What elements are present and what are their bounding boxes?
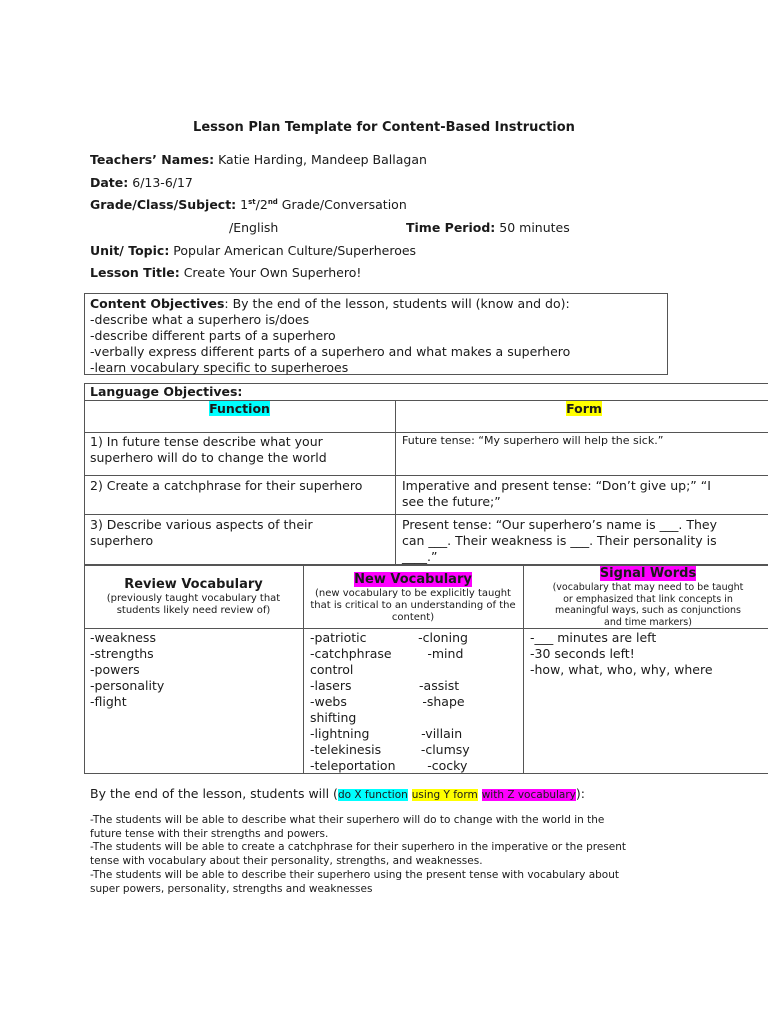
function-text: 1) In future tense describe what your — [90, 434, 323, 449]
content-objective-item: -verbally express different parts of a superhero and what makes a superhero — [90, 344, 571, 359]
lesson-title-line — [90, 265, 361, 280]
summary-lead-line — [90, 786, 585, 801]
summary-lead: By the end of the lesson, students will ( — [90, 786, 338, 801]
time-period-value: 50 minutes — [495, 220, 570, 235]
list-item: -teleportation -cocky — [310, 758, 468, 773]
function-cell — [90, 434, 390, 466]
summary-with-z: with Z vocabulary — [481, 789, 576, 801]
list-item: control — [310, 662, 354, 677]
signal-words-desc: meaningful ways, such as conjunctions — [555, 605, 741, 616]
form-text: Imperative and present tense: “Don’t give up;” “I — [402, 478, 711, 493]
table-divider — [84, 475, 768, 476]
unit-line — [90, 243, 416, 258]
list-item: -how, what, who, why, where — [530, 662, 713, 677]
form-text: Future tense: “My superhero will help the sick.” — [402, 434, 664, 447]
form-text: see the future;” — [402, 494, 501, 509]
review-vocabulary-header — [84, 577, 303, 617]
date-value: 6/13-6/17 — [128, 175, 193, 190]
list-item: -patriotic -cloning — [310, 630, 468, 645]
signal-words-title: Signal Words — [599, 566, 697, 581]
unit-value: Popular American Culture/Superheroes — [169, 243, 417, 258]
summary-do-x: do X function — [337, 789, 408, 801]
review-vocabulary-list — [90, 630, 300, 710]
grade-line — [90, 197, 407, 212]
new-vocabulary-title: New Vocabulary — [354, 572, 472, 587]
function-cell — [90, 517, 390, 549]
list-item: -catchphrase -mind — [310, 646, 464, 661]
summary-using-y: using Y form — [411, 789, 478, 801]
review-vocabulary-desc: (previously taught vocabulary that — [106, 593, 281, 604]
form-cell — [402, 433, 767, 449]
new-vocabulary-header — [303, 571, 523, 624]
lesson-title-label: Lesson Title: — [90, 265, 180, 280]
grade-label: Grade/Class/Subject: — [90, 197, 237, 212]
content-objectives-label: Content Objectives — [90, 296, 225, 311]
summary-line: -The students will be able to describe what their superhero will do to change with the world in the — [90, 814, 605, 826]
language-objectives-label-text: Language Objectives: — [90, 384, 243, 399]
signal-words-desc: or emphasized that link concepts in — [563, 593, 733, 605]
summary-line: future tense with their strengths and powers. — [90, 827, 329, 840]
grade-value-part-3: Grade/Conversation — [277, 197, 407, 212]
document-title: Lesson Plan Template for Content-Based Instruction — [193, 120, 575, 135]
form-cell — [402, 478, 767, 510]
list-item: -lightning -villain — [310, 726, 463, 741]
grade-line-2: /English — [229, 220, 279, 235]
form-header — [395, 401, 768, 417]
content-objective-item: -describe different parts of a superhero — [90, 328, 336, 343]
summary-line: -The students will be able to create a catchphrase for their superhero in the imperative or the present — [90, 841, 627, 854]
grade-sup-2: nd — [267, 197, 278, 206]
function-header — [84, 401, 395, 417]
date-line — [90, 175, 193, 190]
grade-value-part-2: /2 — [255, 197, 268, 212]
signal-words-desc: and time markers) — [604, 616, 692, 628]
summary-tail: ): — [575, 786, 585, 801]
teachers-label: Teachers’ Names: — [90, 152, 215, 167]
lesson-title-value: Create Your Own Superhero! — [179, 265, 362, 280]
summary-line: tense with vocabulary about their personality, strengths, and weaknesses. — [90, 855, 483, 868]
time-period-line — [406, 220, 570, 235]
form-text: Present tense: “Our superhero’s name is ___. They — [402, 517, 717, 532]
function-text: 2) Create a catchphrase for their superhero — [90, 478, 363, 493]
list-item: -weakness — [90, 630, 156, 645]
content-objective-item: -describe what a superhero is/does — [90, 312, 310, 327]
list-item: -___ minutes are left — [530, 630, 657, 645]
list-item: -webs -shape — [310, 694, 465, 709]
form-header-text: Form — [566, 401, 602, 416]
signal-words-desc: (vocabulary that may need to be taught — [552, 582, 744, 593]
function-header-text: Function — [209, 401, 270, 416]
function-text: superhero — [90, 533, 154, 548]
grade-value-part: 1 — [236, 197, 249, 212]
teachers-line — [90, 152, 427, 167]
list-item: -30 seconds left! — [530, 646, 635, 661]
summary-line: super powers, personality, strengths and weaknesses — [90, 882, 373, 895]
review-vocabulary-desc: students likely need review of) — [116, 605, 271, 616]
table-divider — [84, 628, 768, 629]
new-vocabulary-list — [310, 630, 520, 774]
content-objective-item: -learn vocabulary specific to superheroes — [90, 360, 349, 375]
date-label: Date: — [90, 175, 129, 190]
form-text: ____.” — [402, 549, 438, 564]
function-cell — [90, 478, 390, 494]
list-item: -telekinesis -clumsy — [310, 742, 470, 757]
list-item: -flight — [90, 694, 127, 709]
list-item: -personality — [90, 678, 165, 693]
new-vocabulary-desc: content) — [391, 612, 435, 623]
unit-label: Unit/ Topic: — [90, 243, 170, 258]
grade-sup-1: st — [248, 197, 256, 206]
table-divider — [395, 400, 396, 565]
review-vocabulary-title: Review Vocabulary — [124, 577, 263, 592]
summary-line: -The students will be able to describe their superhero using the present tense with vocabulary about — [90, 868, 619, 881]
new-vocabulary-desc: (new vocabulary to be explicitly taught — [315, 588, 511, 599]
function-text: 3) Describe various aspects of their — [90, 517, 313, 532]
function-text: superhero will do to change the world — [90, 450, 327, 465]
table-divider — [84, 514, 768, 515]
list-item: shifting — [310, 710, 357, 725]
list-item: -strengths — [90, 646, 154, 661]
signal-words-header — [523, 565, 768, 628]
time-period-label: Time Period: — [406, 220, 496, 235]
new-vocabulary-desc: that is critical to an understanding of the — [310, 600, 516, 611]
content-objectives-intro: : By the end of the lesson, students will (know and do): — [224, 296, 570, 311]
list-item: -lasers -assist — [310, 678, 460, 693]
list-item: -powers — [90, 662, 140, 677]
form-cell — [402, 517, 768, 565]
signal-words-list — [530, 630, 768, 678]
form-text: can ___. Their weakness is ___. Their personality is — [402, 533, 717, 548]
summary-paragraph — [90, 814, 760, 896]
language-objectives-label — [90, 384, 242, 400]
teachers-value: Katie Harding, Mandeep Ballagan — [214, 152, 427, 167]
content-objectives — [90, 296, 665, 376]
